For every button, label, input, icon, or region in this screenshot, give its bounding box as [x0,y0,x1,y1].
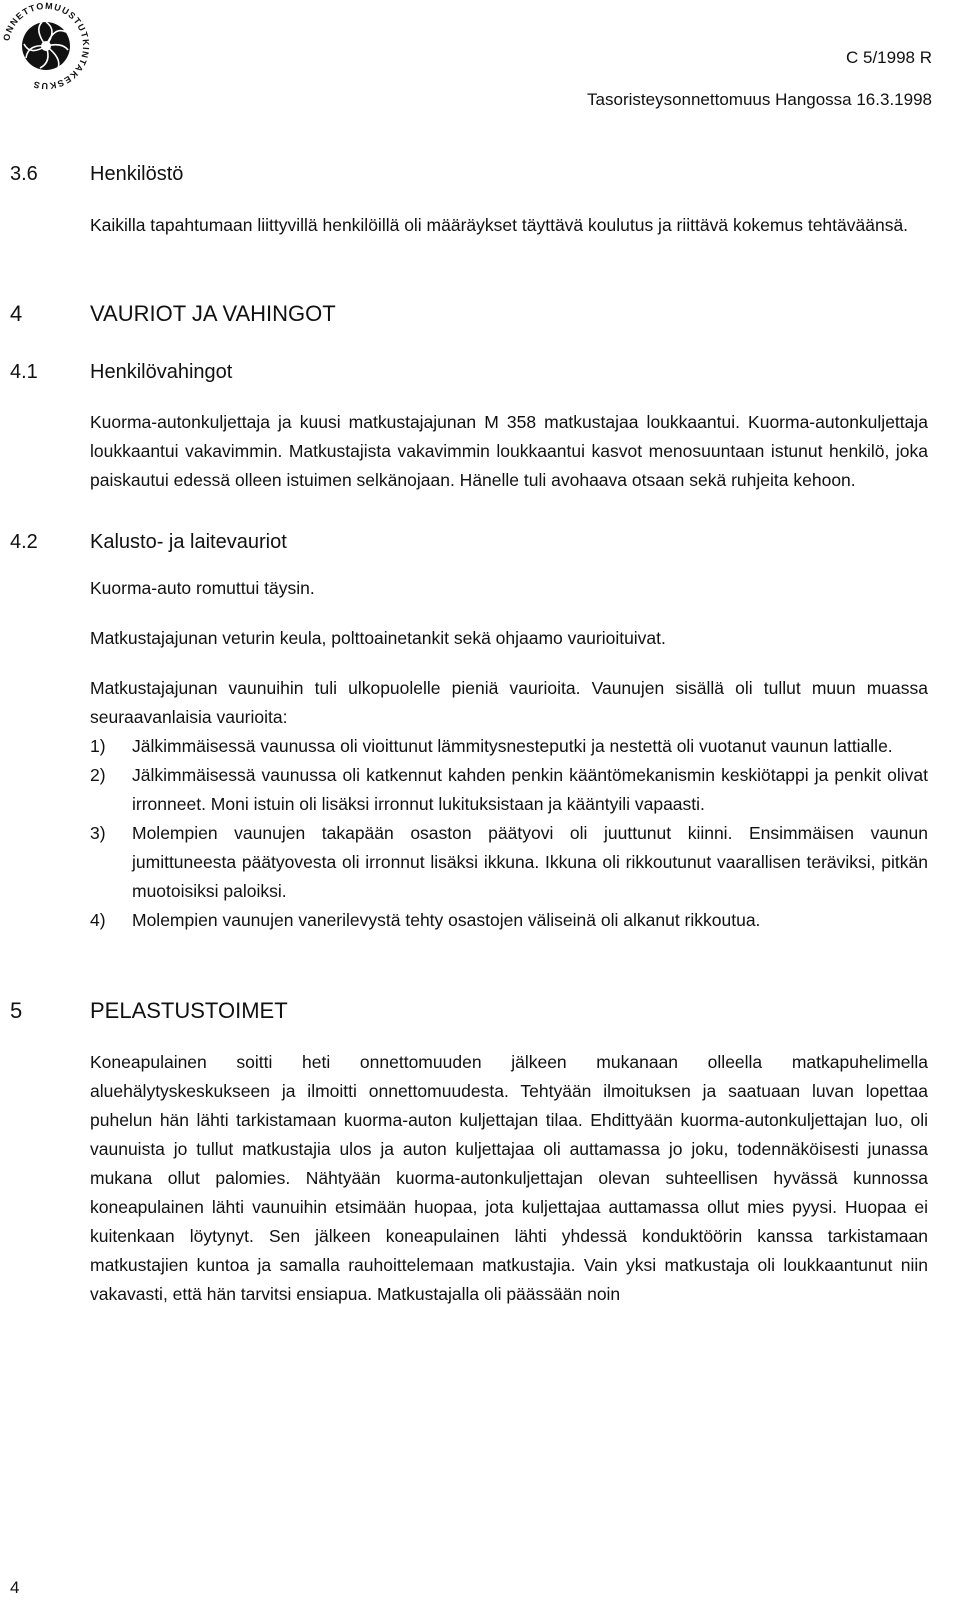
page-number: 4 [10,1578,20,1597]
document-title: Tasoristeysonnettomuus Hangossa 16.3.1998 [587,90,932,109]
paragraph-carriage-damage: Matkustajajunan vaunuihin tuli ulkopuolelle pieniä vaurioita. Vaunujen sisällä oli tullut muun muassa seuraavanlaisia vaurioita: [90,678,928,727]
damage-list [10,732,928,935]
document-code: C 5/1998 R [846,48,932,67]
document-body [10,162,928,1309]
list-item: 4) Molempien vaunujen vanerilevystä tehty osastojen väliseinä oli alkanut rikkoutua. [90,910,761,930]
paragraph-injuries: Kuorma-autonkuljettaja ja kuusi matkustajajunan M 358 matkustajaa loukkaantui. Kuorma-autonkuljettaja loukkaantui vakavimmin. Matkustajista vakavimmin loukkaantui kasvot menosuuntaan istunut henkilö, joka paiskautui edessä olleen istuimen selkänojaan. Hänelle tuli avohaava otsaan sekä ruhjeita kehoon. [90,412,928,490]
list-item: 3) Molempien vaunujen takapään osaston päätyovi oli juuttunut kiinni. Ensimmäisen vaunun jumittuneesta päätyovesta oli irronnut lisäksi ikkuna. Ikkuna oli rikkoutunut vaarallisen teräviksi, pitkän muotoisiksi paloiksi. [90,823,928,901]
list-item: 2) Jälkimmäisessä vaunussa oli katkennut kahden penkin kääntömekanismin keskiötappi ja penkit olivat irronneet. Moni istuin oli lisäksi irronnut lukituksistaan ja kääntyili vapaasti. [90,765,928,814]
paragraph-personnel: Kaikilla tapahtumaan liittyvillä henkilöillä oli määräykset täyttävä koulutus ja riittävä kokemus tehtäväänsä. [90,215,909,235]
heading-5: 5 PELASTUSTOIMET [10,998,288,1023]
list-item: 1) Jälkimmäisessä vaunussa oli vioittunut lämmitysnesteputki ja nestettä oli vuotanut vaunun lattialle. [90,736,893,756]
heading-4-2: 4.2 Kalusto- ja laitevauriot [10,531,287,553]
heading-4: 4 VAURIOT JA VAHINGOT [10,301,336,326]
organization-logo [0,0,92,92]
heading-4-1: 4.1 Henkilövahingot [10,361,233,383]
paragraph-truck-damage: Kuorma-auto romuttui täysin. [90,578,315,598]
svg-text:ONNETTOMUUSTUTKINTAKESKUS: ONNETTOMUUSTUTKINTAKESKUS [1,0,92,92]
paragraph-locomotive-damage: Matkustajajunan veturin keula, polttoainetankit sekä ohjaamo vaurioituivat. [90,628,666,648]
paragraph-rescue: Koneapulainen soitti heti onnettomuuden jälkeen mukanaan olleella matkapuhelimella aluehälytyskeskukseen ja ilmoitti onnettomuudesta. Tehtyään ilmoituksen ja saatuaan luvan lopettaa puhelun hän lähti tarkistamaan kuorma-auton kuljettajan tilaa. Ehdittyään kuorma-autonkuljettajan luo, oli vaunuista jo tullut matkustajia ulos ja auton kuljettajaa oli auttamassa jo joku, todennäköisesti junassa mukana ollut palomies. Nähtyään kuorma-autonkuljettajan olevan suhteellisen hyvässä kunnossa koneapulainen lähti vaunuihin etsimään huopaa, jota kuljettajaa auttamassa ollut mies pyysi. Huopaa ei kuitenkaan löytynyt. Sen jälkeen koneapulainen lähti yhdessä konduktöörin kanssa tarkistamaan matkustajien kuntoa ja samalla rauhoittelemaan matkustajia. Vain yksi matkustaja oli loukkaantunut niin vakavasti, että hän tarvitsi ensiapua. Matkustajalla oli päässään noin [90,1052,928,1304]
heading-3-6: 3.6 Henkilöstö [10,163,184,185]
